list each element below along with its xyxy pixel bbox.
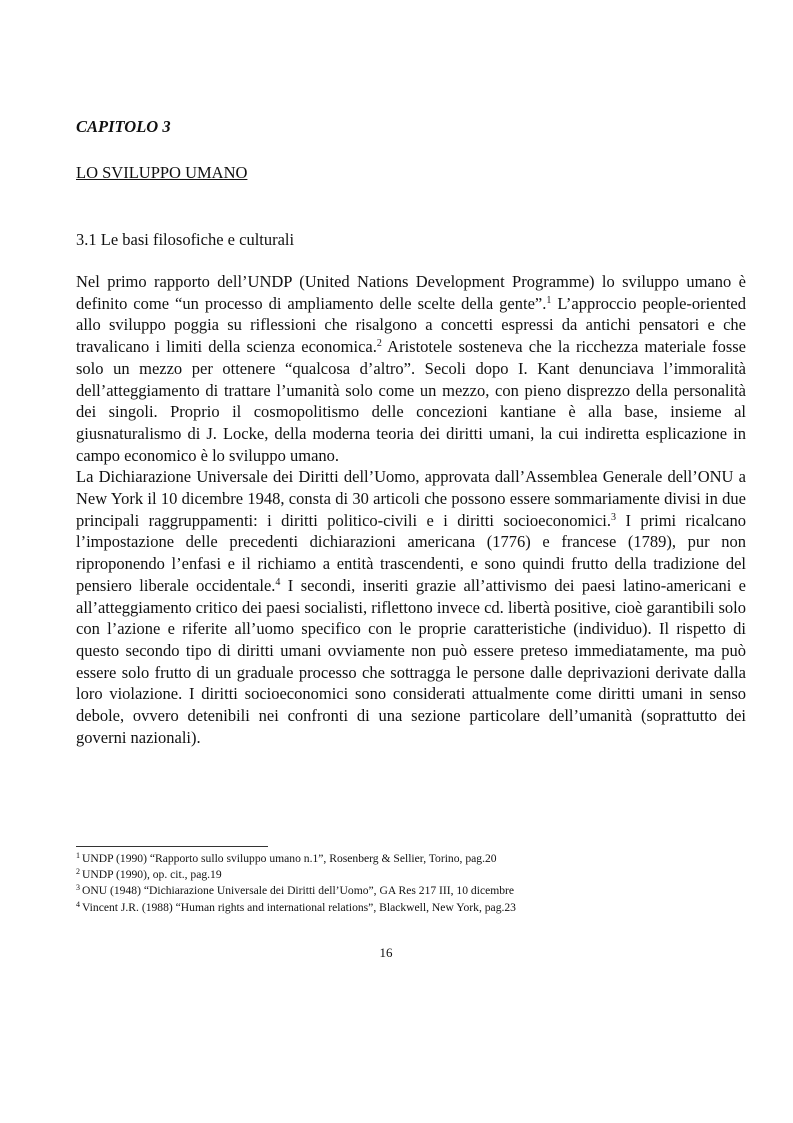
footnote-text: ONU (1948) “Dichiarazione Universale dei Diritti dell’Uomo”, GA Res 217 III, 10 dicembre	[82, 884, 515, 898]
footnote-text: Vincent J.R. (1988) “Human rights and international relations”, Blackwell, New York, pag.23	[82, 900, 516, 914]
sentence: Nel primo rapporto dell’UNDP (United Nations Development Programme) lo sviluppo umano è definito come “un processo di ampliamento delle scelte della gente”.	[76, 272, 746, 313]
sentence: Aristotele sosteneva che la ricchezza materiale fosse solo un mezzo per ottenere “qualcosa d’altro”. Secoli dopo I. Kant denunciava l’immoralità dell’atteggiamento di trattare l’umanità solo come un mezzo, con pieno disprezzo della personalità dei singoli. Proprio il cosmopolitismo delle concezioni kantiane è alla base, insieme al giusnaturalismo di J. Locke, della moderna teoria dei diritti umani, la cui indiretta esplicazione in campo economico è lo sviluppo umano.	[76, 337, 746, 465]
sentence: I primi ricalcano l’impostazione delle precedenti dichiarazioni americana (1776) e francese (1789), pur non riproponendo l’enfasi e il richiamo a entità trascendenti, e sono quindi frutto della tradizione del pensiero liberale occidentale.	[76, 510, 746, 595]
footnote	[76, 851, 746, 867]
sentence: I secondi, inseriti grazie all’attivismo dei paesi latino-americani e all’atteggiamento critico dei paesi socialisti, riflettono invece cd. libertà positive, cioè garantibili solo con l’azione e riferite all’uomo specifico con le proprie caratteristiche (individuo). Il rispetto di questo secondo tipo di diritti umani ovviamente non può essere preteso immediatamente, ma può essere solo frutto di un graduale processo che sottragga le persone dalle deprivazioni derivate dalla loro violazione. I diritti socioeconomici sono considerati attualmente come diritti umani in senso debole, ovvero detenibili nei confronti di una sezione particolare dell’umanità (soprattutto dei governi nazionali).	[76, 575, 746, 747]
footnote	[76, 900, 746, 916]
body-text	[76, 271, 746, 748]
footnotes	[76, 851, 746, 916]
sentence: L’approccio people-oriented allo sviluppo poggia su riflessioni che risalgono a concetti espressi da antichi pensatori e che travalicano i limiti della scienza economica.	[76, 293, 746, 357]
footnote-number: 2	[76, 867, 80, 877]
page-number: 16	[379, 945, 393, 960]
footnote-text: UNDP (1990), op. cit., pag.19	[82, 868, 222, 882]
chapter-label: CAPITOLO 3	[76, 117, 171, 136]
footnote-number: 3	[76, 883, 80, 893]
footnote	[76, 867, 746, 883]
footnote-ref[interactable]: 3	[611, 511, 617, 523]
footnote-text: UNDP (1990) “Rapporto sullo sviluppo umano n.1”, Rosenberg & Sellier, Torino, pag.20	[82, 852, 497, 865]
footnote-number: 1	[76, 851, 80, 860]
footnote-ref[interactable]: 1	[546, 294, 552, 306]
section-title: 3.1 Le basi filosofiche e culturali	[76, 230, 295, 249]
footnote-divider	[76, 846, 268, 847]
footnote-ref[interactable]: 2	[376, 338, 382, 350]
paragraph	[76, 466, 746, 748]
sentence: La Dichiarazione Universale dei Diritti dell’Uomo, approvata dall’Assemblea Generale dell’ONU a New York il 10 dicembre 1948, consta di 30 articoli che possono essere sommariamente divisi in due principali raggruppamenti: i diritti politico-civili e i diritti socioeconomici.	[76, 467, 746, 530]
paragraph	[76, 271, 746, 466]
footnote-number: 4	[76, 899, 80, 909]
footnote-ref[interactable]: 4	[275, 576, 281, 588]
footnote	[76, 883, 746, 899]
chapter-title: LO SVILUPPO UMANO	[76, 163, 248, 182]
